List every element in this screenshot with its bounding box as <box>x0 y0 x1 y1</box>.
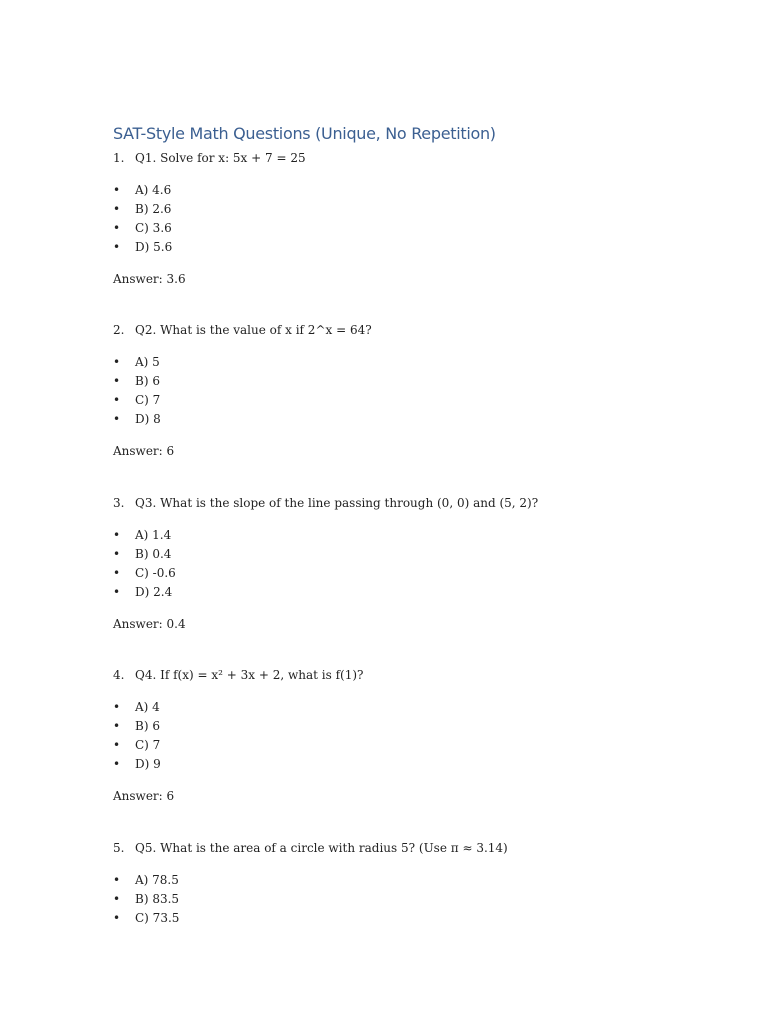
option-b: • B) 6 <box>113 719 160 733</box>
question-line <box>113 323 733 338</box>
answer-text: Answer: 6 <box>113 444 175 458</box>
options-list <box>113 355 733 431</box>
option-b: • B) 6 <box>113 374 160 388</box>
options-list <box>113 700 733 776</box>
option-c: • C) -0.6 <box>113 566 176 580</box>
question-text: Q1. Solve for x: 5x + 7 = 25 <box>135 151 306 165</box>
option-a: • A) 1.4 <box>113 528 172 542</box>
question-number: 2. <box>113 323 125 337</box>
bullet-icon: • <box>113 221 121 235</box>
answer-text: Answer: 3.6 <box>113 272 186 286</box>
question-text: Q4. If f(x) = x² + 3x + 2, what is f(1)? <box>135 668 364 682</box>
bullet-icon: • <box>113 374 121 388</box>
question-block-5 <box>113 841 733 930</box>
option-d: • D) 5.6 <box>113 240 173 254</box>
question-line <box>113 668 733 683</box>
bullet-icon: • <box>113 240 121 254</box>
bullet-icon: • <box>113 757 121 771</box>
option-d: • D) 2.4 <box>113 585 173 599</box>
option-a: • A) 5 <box>113 355 160 369</box>
bullet-icon: • <box>113 873 121 887</box>
bullet-icon: • <box>113 393 121 407</box>
bullet-icon: • <box>113 528 121 542</box>
question-block-4 <box>113 668 733 804</box>
option-c: • C) 7 <box>113 393 161 407</box>
question-block-1 <box>113 151 733 287</box>
question-number: 3. <box>113 496 125 510</box>
option-a: • A) 78.5 <box>113 873 179 887</box>
question-text: Q5. What is the area of a circle with radius 5? (Use π ≈ 3.14) <box>135 841 508 855</box>
option-c: • C) 3.6 <box>113 221 172 235</box>
question-block-3 <box>113 496 733 632</box>
option-b: • B) 0.4 <box>113 547 172 561</box>
option-c: • C) 73.5 <box>113 911 180 925</box>
option-c: • C) 7 <box>113 738 161 752</box>
question-line <box>113 841 733 856</box>
bullet-icon: • <box>113 566 121 580</box>
bullet-icon: • <box>113 911 121 925</box>
option-a: • A) 4.6 <box>113 183 172 197</box>
question-number: 1. <box>113 151 125 165</box>
question-text: Q3. What is the slope of the line passing through (0, 0) and (5, 2)? <box>135 496 539 510</box>
bullet-icon: • <box>113 355 121 369</box>
option-b: • B) 2.6 <box>113 202 172 216</box>
options-list <box>113 183 733 259</box>
question-block-2 <box>113 323 733 459</box>
question-line <box>113 496 733 511</box>
bullet-icon: • <box>113 547 121 561</box>
option-d: • D) 8 <box>113 412 161 426</box>
bullet-icon: • <box>113 585 121 599</box>
answer-text: Answer: 0.4 <box>113 617 186 631</box>
question-number: 5. <box>113 841 125 855</box>
bullet-icon: • <box>113 202 121 216</box>
bullet-icon: • <box>113 183 121 197</box>
bullet-icon: • <box>113 412 121 426</box>
answer-text: Answer: 6 <box>113 789 175 803</box>
bullet-icon: • <box>113 700 121 714</box>
document-title: SAT-Style Math Questions (Unique, No Repetition) <box>113 124 496 143</box>
question-line <box>113 151 733 166</box>
bullet-icon: • <box>113 892 121 906</box>
bullet-icon: • <box>113 719 121 733</box>
question-text: Q2. What is the value of x if 2^x = 64? <box>135 323 372 337</box>
option-d: • D) 9 <box>113 757 161 771</box>
option-a: • A) 4 <box>113 700 160 714</box>
options-list <box>113 873 733 930</box>
option-b: • B) 83.5 <box>113 892 180 906</box>
bullet-icon: • <box>113 738 121 752</box>
options-list <box>113 528 733 604</box>
question-number: 4. <box>113 668 125 682</box>
